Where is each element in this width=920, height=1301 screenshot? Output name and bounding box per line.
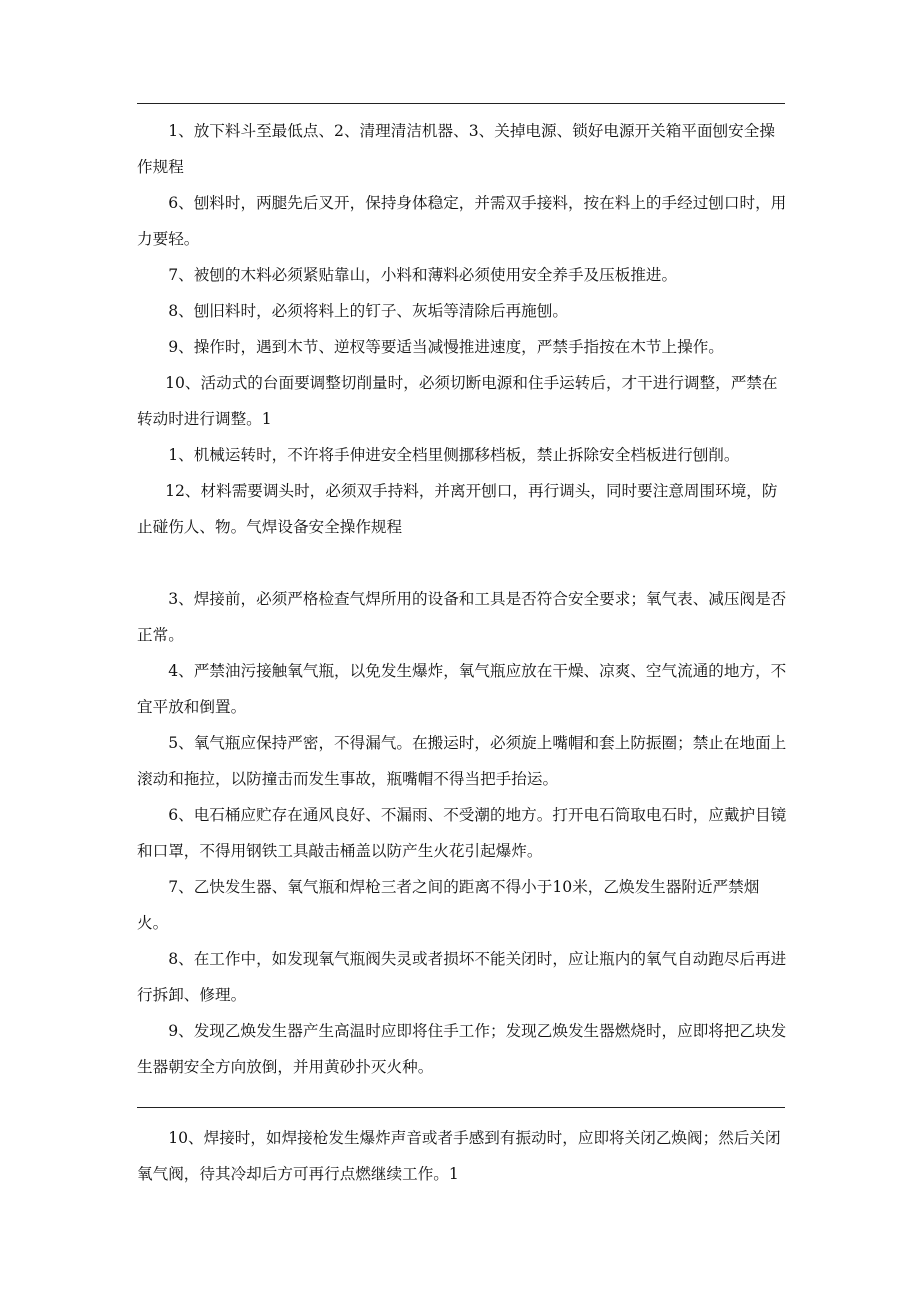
paragraph: 5、氧气瓶应保持严密，不得漏气。在搬运时，必须旋上嘴帽和套上防振圈；禁止在地面上滚动和拖拉，以防撞击而发生事故，瓶嘴帽不得当把手抬运。 xyxy=(137,734,787,788)
page-break-rule xyxy=(137,1107,785,1108)
paragraph: 10、活动式的台面要调整切削量时，必须切断电源和住手运转后，才干进行调整，严禁在转动时进行调整。1 xyxy=(137,374,778,428)
paragraph: 7、乙快发生器、氧气瓶和焊枪三者之间的距离不得小于10米，乙焕发生器附近严禁烟火。 xyxy=(137,878,760,932)
paragraph: 3、焊接前，必须严格检查气焊所用的设备和工具是否符合安全要求；氧气表、减压阀是否正常。 xyxy=(137,590,787,644)
paragraph: 8、刨旧料时，必须将料上的钉子、灰垢等清除后再施刨。 xyxy=(168,302,568,320)
document-body-lower xyxy=(137,1120,787,1192)
paragraph: 6、电石桶应贮存在通风良好、不漏雨、不受潮的地方。打开电石筒取电石时，应戴护目镜和口罩，不得用钢铁工具敲击桶盖以防产生火花引起爆炸。 xyxy=(137,806,787,860)
paragraph: 9、发现乙焕发生器产生高温时应即将住手工作；发现乙焕发生器燃烧时，应即将把乙块发生器朝安全方向放倒，并用黄砂扑灭火种。 xyxy=(137,1022,787,1076)
paragraph: 7、被刨的木料必须紧贴靠山，小料和薄料必须使用安全养手及压板推进。 xyxy=(168,266,678,284)
top-rule xyxy=(137,103,785,104)
paragraph: 12、材料需要调头时，必须双手持料，并离开刨口，再行调头，同时要注意周围环境，防止碰伤人、物。气焊设备安全操作规程 xyxy=(137,482,778,536)
paragraph: 8、在工作中，如发现氧气瓶阀失灵或者损坏不能关闭时，应让瓶内的氧气自动跑尽后再进行拆卸、修理。 xyxy=(137,950,787,1004)
paragraph: 1、机械运转时，不许将手伸进安全档里侧挪移档板，禁止拆除安全档板进行刨削。 xyxy=(168,446,740,464)
paragraph: 10、焊接时，如焊接枪发生爆炸声音或者手感到有振动时，应即将关闭乙焕阀；然后关闭氧气阀，待其冷却后方可再行点燃继续工作。1 xyxy=(137,1129,781,1183)
paragraph: 4、严禁油污接触氧气瓶，以免发生爆炸，氧气瓶应放在干燥、凉爽、空气流通的地方，不宜平放和倒置。 xyxy=(137,662,787,716)
blank-line xyxy=(137,545,787,581)
paragraph: 6、刨料时，两腿先后叉开，保持身体稳定，并需双手接料，按在料上的手经过刨口时，用力要轻。 xyxy=(137,194,787,248)
document-body-upper xyxy=(137,113,787,1085)
paragraph: 1、放下料斗至最低点、2、清理清洁机器、3、关掉电源、锁好电源开关箱平面刨安全操作规程 xyxy=(137,122,775,176)
paragraph: 9、操作时，遇到木节、逆杈等要适当减慢推进速度，严禁手指按在木节上操作。 xyxy=(168,338,724,356)
